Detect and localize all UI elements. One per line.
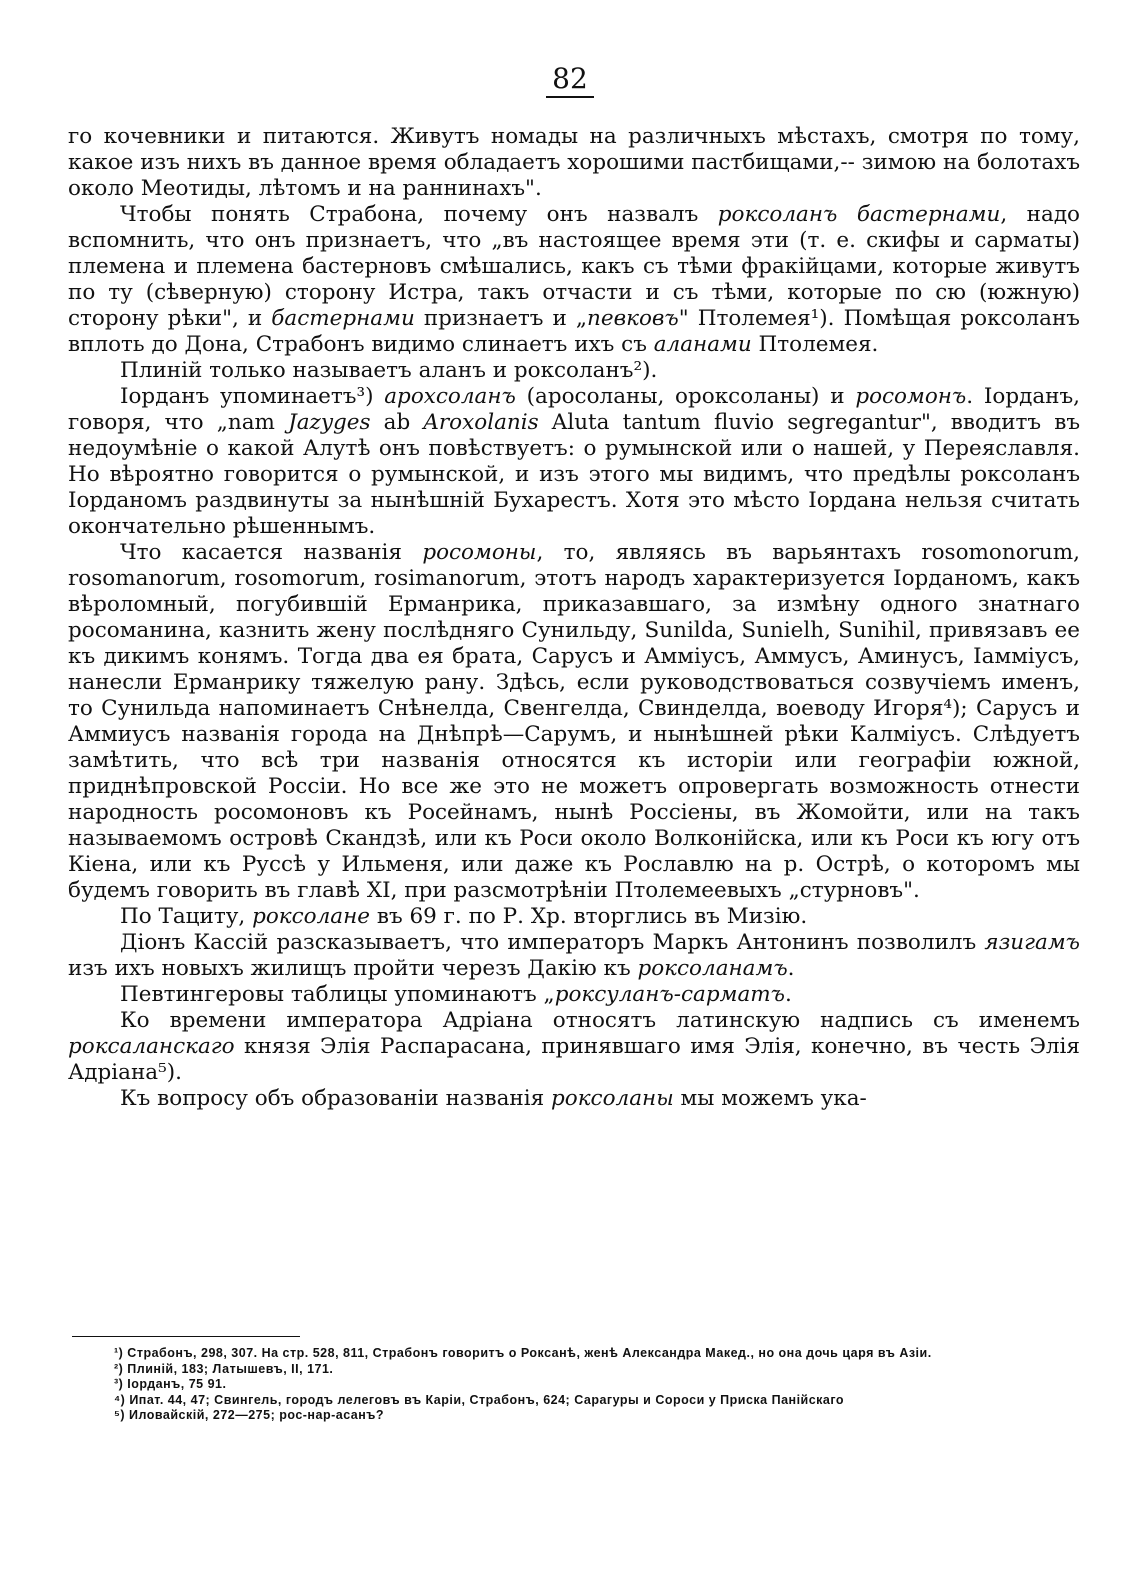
text-run: Къ вопросу объ образованіи названія: [120, 1086, 551, 1111]
paragraph: [68, 930, 1080, 982]
italic-run: роксоланы: [551, 1086, 674, 1111]
footnote: ²) Плиній, 183; Латышевъ, II, 171.: [114, 1361, 334, 1376]
paragraph: [68, 540, 1080, 904]
text-run: .: [785, 982, 792, 1007]
paragraph: [68, 202, 1080, 358]
footnote: ⁵) Иловайскій, 272—275; рос-нар-асанъ?: [114, 1408, 385, 1422]
text-run: Діонъ Кассій разсказываетъ, что императоръ Маркъ Антонинъ позволилъ: [120, 930, 985, 955]
text-run: Ко времени императора Адріана относятъ латинскую надпись съ именемъ: [120, 1008, 1080, 1033]
text-run: въ 69 г. по Р. Хр. вторглись въ Мизію.: [370, 904, 808, 929]
italic-run: росомоны: [422, 540, 537, 565]
italic-run: бастернами: [271, 306, 415, 331]
footnote: ¹) Страбонъ, 298, 307. На стр. 528, 811, Страбонъ говоритъ о Роксанѣ, женѣ Александра Макед., но она дочь царя въ Азіи.: [114, 1346, 932, 1360]
paragraph: [68, 358, 1080, 384]
text-run: По Тациту,: [120, 904, 253, 929]
text-run: , надо вспомнить, что онъ признаетъ, что „въ настоящее время эти (т. е. скифы и сарматы) племена и племена бастерновъ смѣшались, какъ съ тѣми фракійцами, которые живутъ по ту (сѣверную) сторону Истра, такъ отчасти и съ тѣми, которые по сю (южную) сторону рѣки", и: [68, 202, 1080, 331]
footnotes: [74, 1346, 1080, 1424]
paragraph: [68, 1086, 1080, 1112]
text-run: Чтобы понять Страбона, почему онъ назвалъ: [120, 202, 718, 227]
text-run: изъ ихъ новыхъ жилищъ пройти черезъ Дакію къ: [68, 956, 638, 981]
text-run: Aluta tantum fluvio segregantur", вводитъ въ недоумѣніе о какой Алутѣ онъ повѣствуетъ: о румынской или о нашей, у Переяславля. Но вѣроятно говорится о румынской, и изъ этого мы видимъ, что предѣлы роксоланъ Іорданомъ раздвинуты за нынѣшній Бухарестъ. Хотя это мѣсто Іордана нельзя считать окончательно рѣшеннымъ.: [68, 410, 1081, 539]
page-number: [0, 62, 1140, 98]
paragraph: [68, 904, 1080, 930]
italic-run: роксоланъ бастернами: [717, 202, 1001, 227]
text-run: мы можемъ ука-: [673, 1086, 867, 1111]
italic-run: роксолане: [252, 904, 370, 929]
paragraph: [68, 124, 1080, 202]
italic-run: аланами: [653, 332, 752, 357]
text-run: Плиній только называетъ аланъ и роксоланъ²).: [120, 358, 658, 383]
text-run: . Іорданъ, говоря, что „nam: [68, 384, 1080, 435]
text-run: признаетъ и „: [414, 306, 588, 331]
italic-run: певковъ: [587, 306, 679, 331]
paragraph: [68, 384, 1080, 540]
text-run: .: [787, 956, 795, 981]
text-run: Іорданъ упоминаетъ³): [120, 384, 385, 409]
text-run: князя Элія Распарасана, принявшаго имя Элія, конечно, въ честь Элія Адріана⁵).: [68, 1034, 1080, 1085]
text-run: , то, являясь въ варьянтахъ rosomonorum, rosomanorum, rosomorum, rosimanorum, этотъ народъ характеризуется Іорданомъ, какъ вѣроломный, погубившій Ерманрика, приказавшаго, за измѣну одного знатнаго росоманина, казнить жену послѣдняго Сунильду, Sunilda, Sunielh, Sunihil, привязавъ ее къ дикимъ конямъ. Тогда два ея брата, Сарусъ и Амміусъ, Аммусъ, Аминусъ, Іамміусъ, нанесли Ерманрику тяжелую рану. Здѣсь, если руководствоваться созвучіемъ именъ, то Сунильда напоминаетъ Снѣнелда, Свенгелда, Свинделда, воеводу Игоря⁴); Сарусъ и Аммиусъ названія города на Днѣпрѣ—Сарумъ, и нынѣшней рѣки Калміусъ. Слѣдуетъ замѣтить, что всѣ три названія относятся къ исторіи или географіи южной, приднѣпровской Россіи. Но все же это не можетъ опровергать возможность отнести народность росомоновъ къ Росейнамъ, нынѣ Россіены, въ Жомойти, или на такъ называемомъ островѣ Скандзѣ, или къ Роси около Волконійска, или къ Роси къ югу отъ Кіена, или къ Руссѣ у Ильменя, или даже къ Рославлю на р. Острѣ, о которомъ мы будемъ говорить въ главѣ XI, при разсмотрѣніи Птолемеевыхъ „стурновъ".: [68, 540, 1080, 903]
italic-run: Jazyges: [288, 410, 371, 435]
italic-run: роксоланамъ: [637, 956, 788, 981]
paragraph: [68, 982, 1080, 1008]
italic-run: роксуланъ-сарматъ: [554, 982, 785, 1007]
italic-run: роксаланскаго: [68, 1034, 235, 1059]
text-run: го кочевники и питаются. Живутъ номады на различныхъ мѣстахъ, смотря по тому, какое изъ нихъ въ данное время обладаетъ хорошими пастбищами,-- зимою на болотахъ около Меотиды, лѣтомъ и на раннинахъ".: [68, 124, 1080, 201]
italic-run: арохсоланъ: [384, 384, 516, 409]
text-run: " Птолемея¹). Помѣщая роксоланъ вплоть до Дона, Страбонъ видимо слинаетъ ихъ съ: [68, 306, 1080, 357]
text-run: Что касается названія: [120, 540, 423, 565]
text-run: (аросоланы, ороксоланы) и: [515, 384, 856, 409]
italic-run: язигамъ: [984, 930, 1080, 955]
footnote-divider: [72, 1336, 300, 1337]
text-run: Птолемея.: [751, 332, 879, 357]
footnote: ⁴) Ипат. 44, 47; Свингель, городъ лелеговъ въ Каріи, Страбонъ, 624; Сарагуры и Сороси у Приска Панійскаго: [114, 1392, 845, 1407]
paragraph: [68, 1008, 1080, 1086]
italic-run: Aroxolanis: [423, 410, 539, 435]
text-run: ab: [370, 410, 424, 435]
body-text: [68, 124, 1080, 1112]
text-run: Певтингеровы таблицы упоминаютъ „: [120, 982, 555, 1007]
page-number-text: 82: [546, 62, 594, 98]
italic-run: росомонъ: [855, 384, 967, 409]
footnote: ³) Іорданъ, 75 91.: [114, 1377, 227, 1391]
